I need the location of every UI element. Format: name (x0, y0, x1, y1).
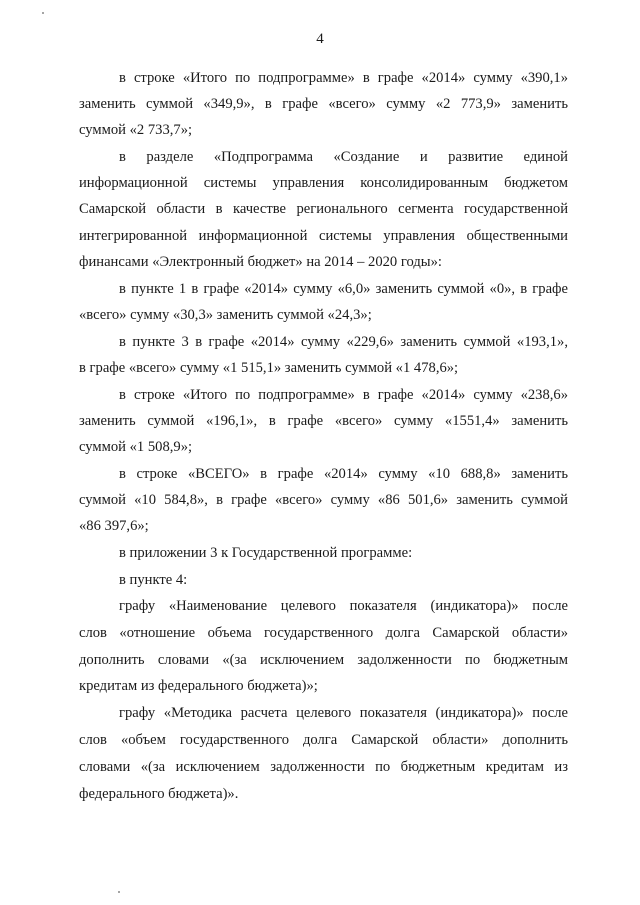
text-line: в пункте 4: (119, 572, 188, 588)
text-line: в разделе «Подпрограмма «Создание и развитие единой (119, 149, 568, 165)
text-line: в строке «Итого по подпрограмме» в графе «2014» сумму «238,6» (119, 387, 568, 403)
text-line: графу «Наименование целевого показателя (индикатора)» после (119, 598, 568, 614)
text-line: в строке «Итого по подпрограмме» в графе «2014» сумму «390,1» (119, 70, 568, 86)
text-line: в пункте 3 в графе «2014» сумму «229,6» заменить суммой «193,1», (119, 334, 568, 350)
text-line: дополнить словами «(за исключением задолженности по бюджетным (79, 652, 568, 668)
scan-speck (42, 12, 44, 14)
text-line: заменить суммой «349,9», в графе «всего» сумму «2 773,9» заменить (79, 96, 568, 112)
text-line: «всего» сумму «30,3» заменить суммой «24,3»; (79, 307, 372, 323)
page-number: 4 (316, 31, 324, 47)
scan-speck (118, 891, 120, 893)
text-line: Самарской области в качестве регионального сегмента государственной (79, 201, 568, 217)
text-line: кредитам из федерального бюджета)»; (79, 678, 318, 694)
text-line: слов «объем государственного долга Самарской области» дополнить (79, 732, 568, 748)
text-line: слов «отношение объема государственного долга Самарской области» (79, 625, 568, 641)
text-line: суммой «1 508,9»; (79, 439, 193, 455)
text-line: заменить суммой «196,1», в графе «всего» сумму «1551,4» заменить (79, 413, 568, 429)
text-line: в пункте 1 в графе «2014» сумму «6,0» заменить суммой «0», в графе (119, 281, 568, 297)
text-line: суммой «10 584,8», в графе «всего» сумму «86 501,6» заменить суммой (79, 492, 568, 508)
text-line: в графе «всего» сумму «1 515,1» заменить суммой «1 478,6»; (79, 360, 459, 376)
text-line: словами «(за исключением задолженности по бюджетным кредитам из (79, 759, 568, 775)
text-line: интегрированной информационной системы управления общественными (79, 228, 568, 244)
text-line: графу «Методика расчета целевого показателя (индикатора)» после (119, 705, 568, 721)
text-line: в приложении 3 к Государственной программе: (119, 545, 413, 561)
text-line: федерального бюджета)». (79, 786, 239, 802)
text-line: информационной системы управления консолидированным бюджетом (79, 175, 568, 191)
text-line: финансами «Электронный бюджет» на 2014 – 2020 годы»: (79, 254, 442, 270)
text-line: суммой «2 733,7»; (79, 122, 193, 138)
text-line: «86 397,6»; (79, 518, 149, 534)
text-line: в строке «ВСЕГО» в графе «2014» сумму «10 688,8» заменить (119, 466, 568, 482)
